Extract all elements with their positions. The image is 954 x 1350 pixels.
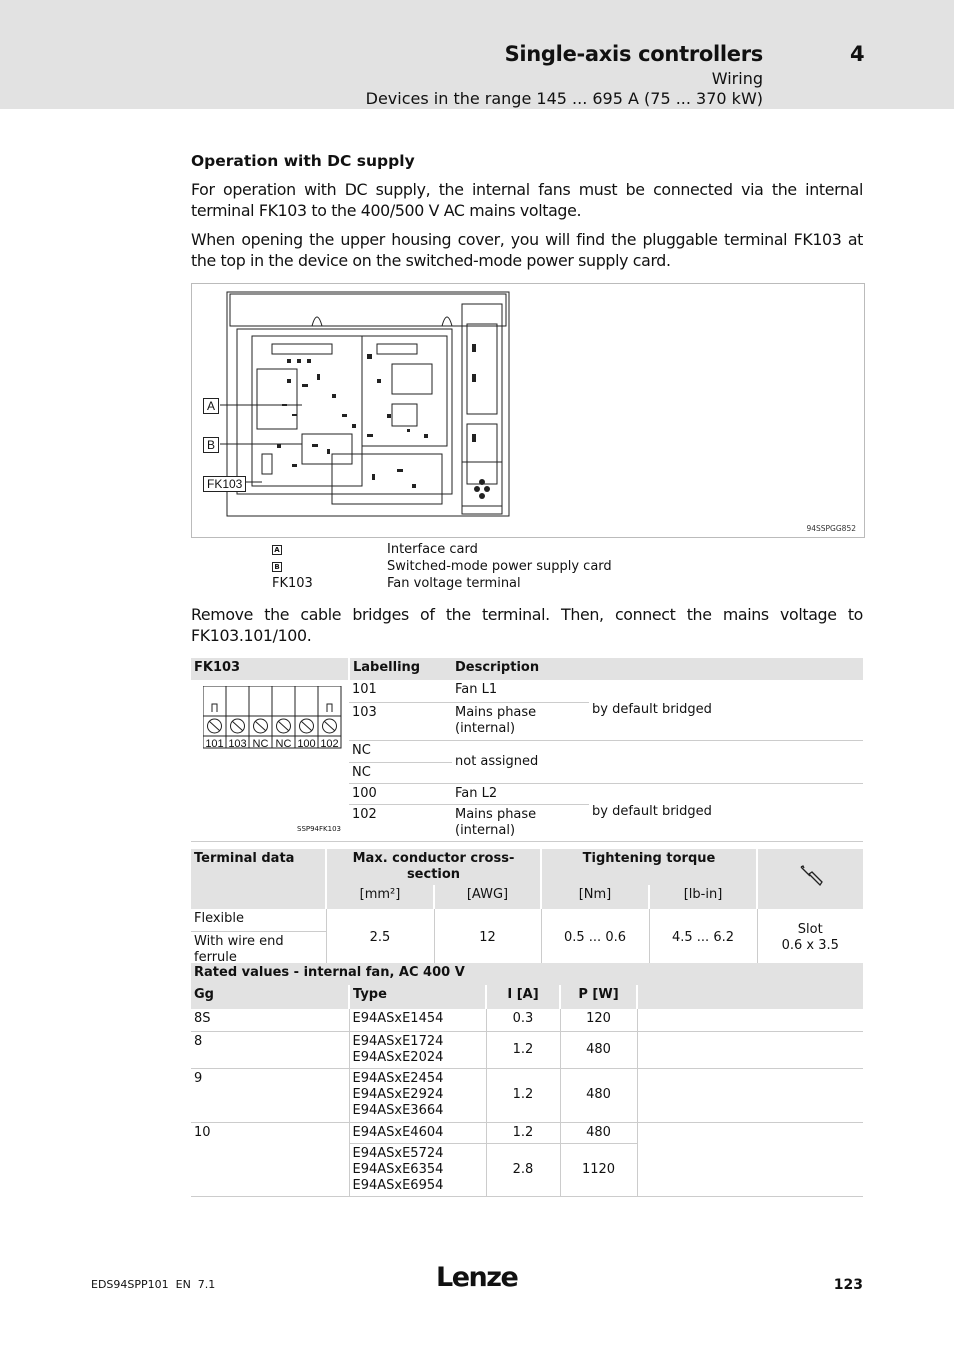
td-nm: 0.5 ... 0.6: [541, 909, 649, 968]
fk-label: NC: [349, 740, 452, 762]
table-row: [191, 1122, 863, 1143]
page-header: [0, 0, 954, 109]
terminal-label: 100: [297, 738, 316, 750]
td-tool-type: Slot: [797, 922, 823, 938]
td-torque: Tightening torque: [541, 849, 757, 885]
terminal-label: 103: [228, 738, 247, 750]
fk-desc: Mains phase (internal): [452, 702, 589, 740]
td-header: Terminal data: [194, 851, 295, 866]
td-mm2: 2.5: [326, 909, 434, 968]
rated-type: E94ASxE1724 E94ASxE2024: [349, 1031, 486, 1068]
rated-gg: 8S: [191, 1009, 349, 1031]
rated-gg: 9: [191, 1068, 349, 1122]
rated-title: Rated values - internal fan, AC 400 V: [194, 965, 465, 980]
figure-code: 94SSPGG852: [806, 524, 856, 533]
rated-i: 1.2: [486, 1122, 560, 1143]
td-lbin: 4.5 ... 6.2: [649, 909, 757, 968]
table-row: [191, 1009, 863, 1031]
doc-id: EDS94SPP101 EN 7.1: [91, 1278, 216, 1291]
td-unit: [AWG]: [434, 885, 541, 909]
rated-type: E94ASxE4604: [349, 1122, 486, 1143]
figure-legend: [272, 542, 692, 593]
fk-header-description: Description: [455, 660, 540, 675]
rated-type: E94ASxE2454 E94ASxE2924 E94ASxE3664: [349, 1068, 486, 1122]
rated-gg: 10: [191, 1122, 349, 1196]
rated-p: 1120: [560, 1143, 637, 1196]
device-figure: [191, 283, 865, 538]
fk-label: 100: [349, 783, 452, 804]
fk-desc: Fan L2: [452, 783, 589, 804]
rated-type: E94ASxE1454: [349, 1009, 486, 1031]
rated-header-gg: Gg: [194, 987, 214, 1002]
legend-item: [272, 559, 692, 576]
table-row: [191, 1031, 863, 1068]
fk-desc: Mains phase (internal): [452, 804, 589, 841]
section-title: Wiring: [711, 69, 763, 88]
fk-label: NC: [349, 762, 452, 783]
td-unit: [lb-in]: [649, 885, 757, 909]
legend-item: [272, 542, 692, 559]
td-cross-section: Max. conductor cross-section: [326, 849, 541, 885]
terminal-label: 101: [205, 738, 224, 750]
terminal-label: 102: [320, 738, 339, 750]
fk-label: 102: [349, 804, 452, 841]
lenze-logo: Lenze: [436, 1262, 518, 1293]
terminal-label: NC: [275, 738, 292, 750]
section-heading: Operation with DC supply: [191, 152, 415, 170]
terminal-labels: [203, 736, 341, 752]
rated-p: 120: [560, 1009, 637, 1031]
fk-header-terminal: FK103: [194, 660, 241, 675]
fk-desc: Fan L1: [452, 680, 589, 702]
td-row-label: With wire end ferrule: [191, 931, 326, 968]
paragraph-2: When opening the upper housing cover, you will find the pluggable terminal FK103 at the top in the device on the switched-mode power supply card.: [191, 230, 863, 270]
terminal-diagram-cell: [191, 680, 349, 841]
screwdriver-icon: [798, 864, 824, 890]
legend-text: Interface card: [387, 542, 478, 557]
fk-label: 101: [349, 680, 452, 702]
rated-gg: 8: [191, 1031, 349, 1068]
td-tool-size: 0.6 x 3.5: [781, 938, 839, 954]
callout-fk103: FK103: [203, 476, 246, 492]
rated-type: E94ASxE5724 E94ASxE6354 E94ASxE6954: [349, 1143, 486, 1196]
rated-i: 2.8: [486, 1143, 560, 1196]
chapter-number: 4: [850, 42, 865, 66]
rated-p: 480: [560, 1031, 637, 1068]
legend-key-a: A: [272, 545, 282, 555]
td-unit: [Nm]: [541, 885, 649, 909]
legend-item: [272, 576, 692, 593]
legend-key-b: B: [272, 562, 282, 572]
fk-note: by default bridged: [589, 680, 863, 740]
td-tool-cell: [757, 849, 863, 909]
callout-a: A: [203, 398, 219, 414]
device-drawing: [192, 284, 866, 539]
terminal-label: NC: [252, 738, 269, 750]
subsection-title: Devices in the range 145 ... 695 A (75 ... 370 kW): [365, 89, 763, 108]
td-tool: [757, 909, 863, 968]
rated-header-i: I [A]: [486, 985, 560, 1009]
fk-desc: not assigned: [452, 740, 589, 783]
fk103-table: [191, 658, 863, 842]
paragraph-3: Remove the cable bridges of the terminal. Then, connect the mains voltage to FK103.101/100.: [191, 605, 863, 645]
legend-text: Fan voltage terminal: [387, 576, 521, 591]
legend-key-fk103: FK103: [272, 576, 313, 591]
legend-text: Switched-mode power supply card: [387, 559, 612, 574]
rated-header-p: P [W]: [560, 985, 637, 1009]
td-awg: 12: [434, 909, 541, 968]
rated-p: 480: [560, 1122, 637, 1143]
paragraph-1: For operation with DC supply, the internal fans must be connected via the internal terminal FK103 to the 400/500 V AC mains voltage.: [191, 180, 863, 220]
rated-header-type: Type: [349, 985, 486, 1009]
page-number: 123: [833, 1277, 863, 1293]
fk-note: by default bridged: [589, 783, 863, 841]
chapter-title: Single-axis controllers: [504, 42, 763, 66]
callout-b: B: [203, 437, 219, 453]
terminal-diagram-code: SSP94FK103: [297, 824, 341, 833]
fk-label: 103: [349, 702, 452, 740]
rated-p: 480: [560, 1068, 637, 1122]
rated-i: 0.3: [486, 1009, 560, 1031]
td-unit: [mm²]: [326, 885, 434, 909]
rated-i: 1.2: [486, 1031, 560, 1068]
terminal-data-table: [191, 849, 863, 969]
td-row-label: Flexible: [191, 909, 326, 931]
fk-header-labelling: Labelling: [349, 658, 452, 680]
rated-i: 1.2: [486, 1068, 560, 1122]
rated-values-table: [191, 963, 863, 1197]
table-row: [191, 1068, 863, 1122]
